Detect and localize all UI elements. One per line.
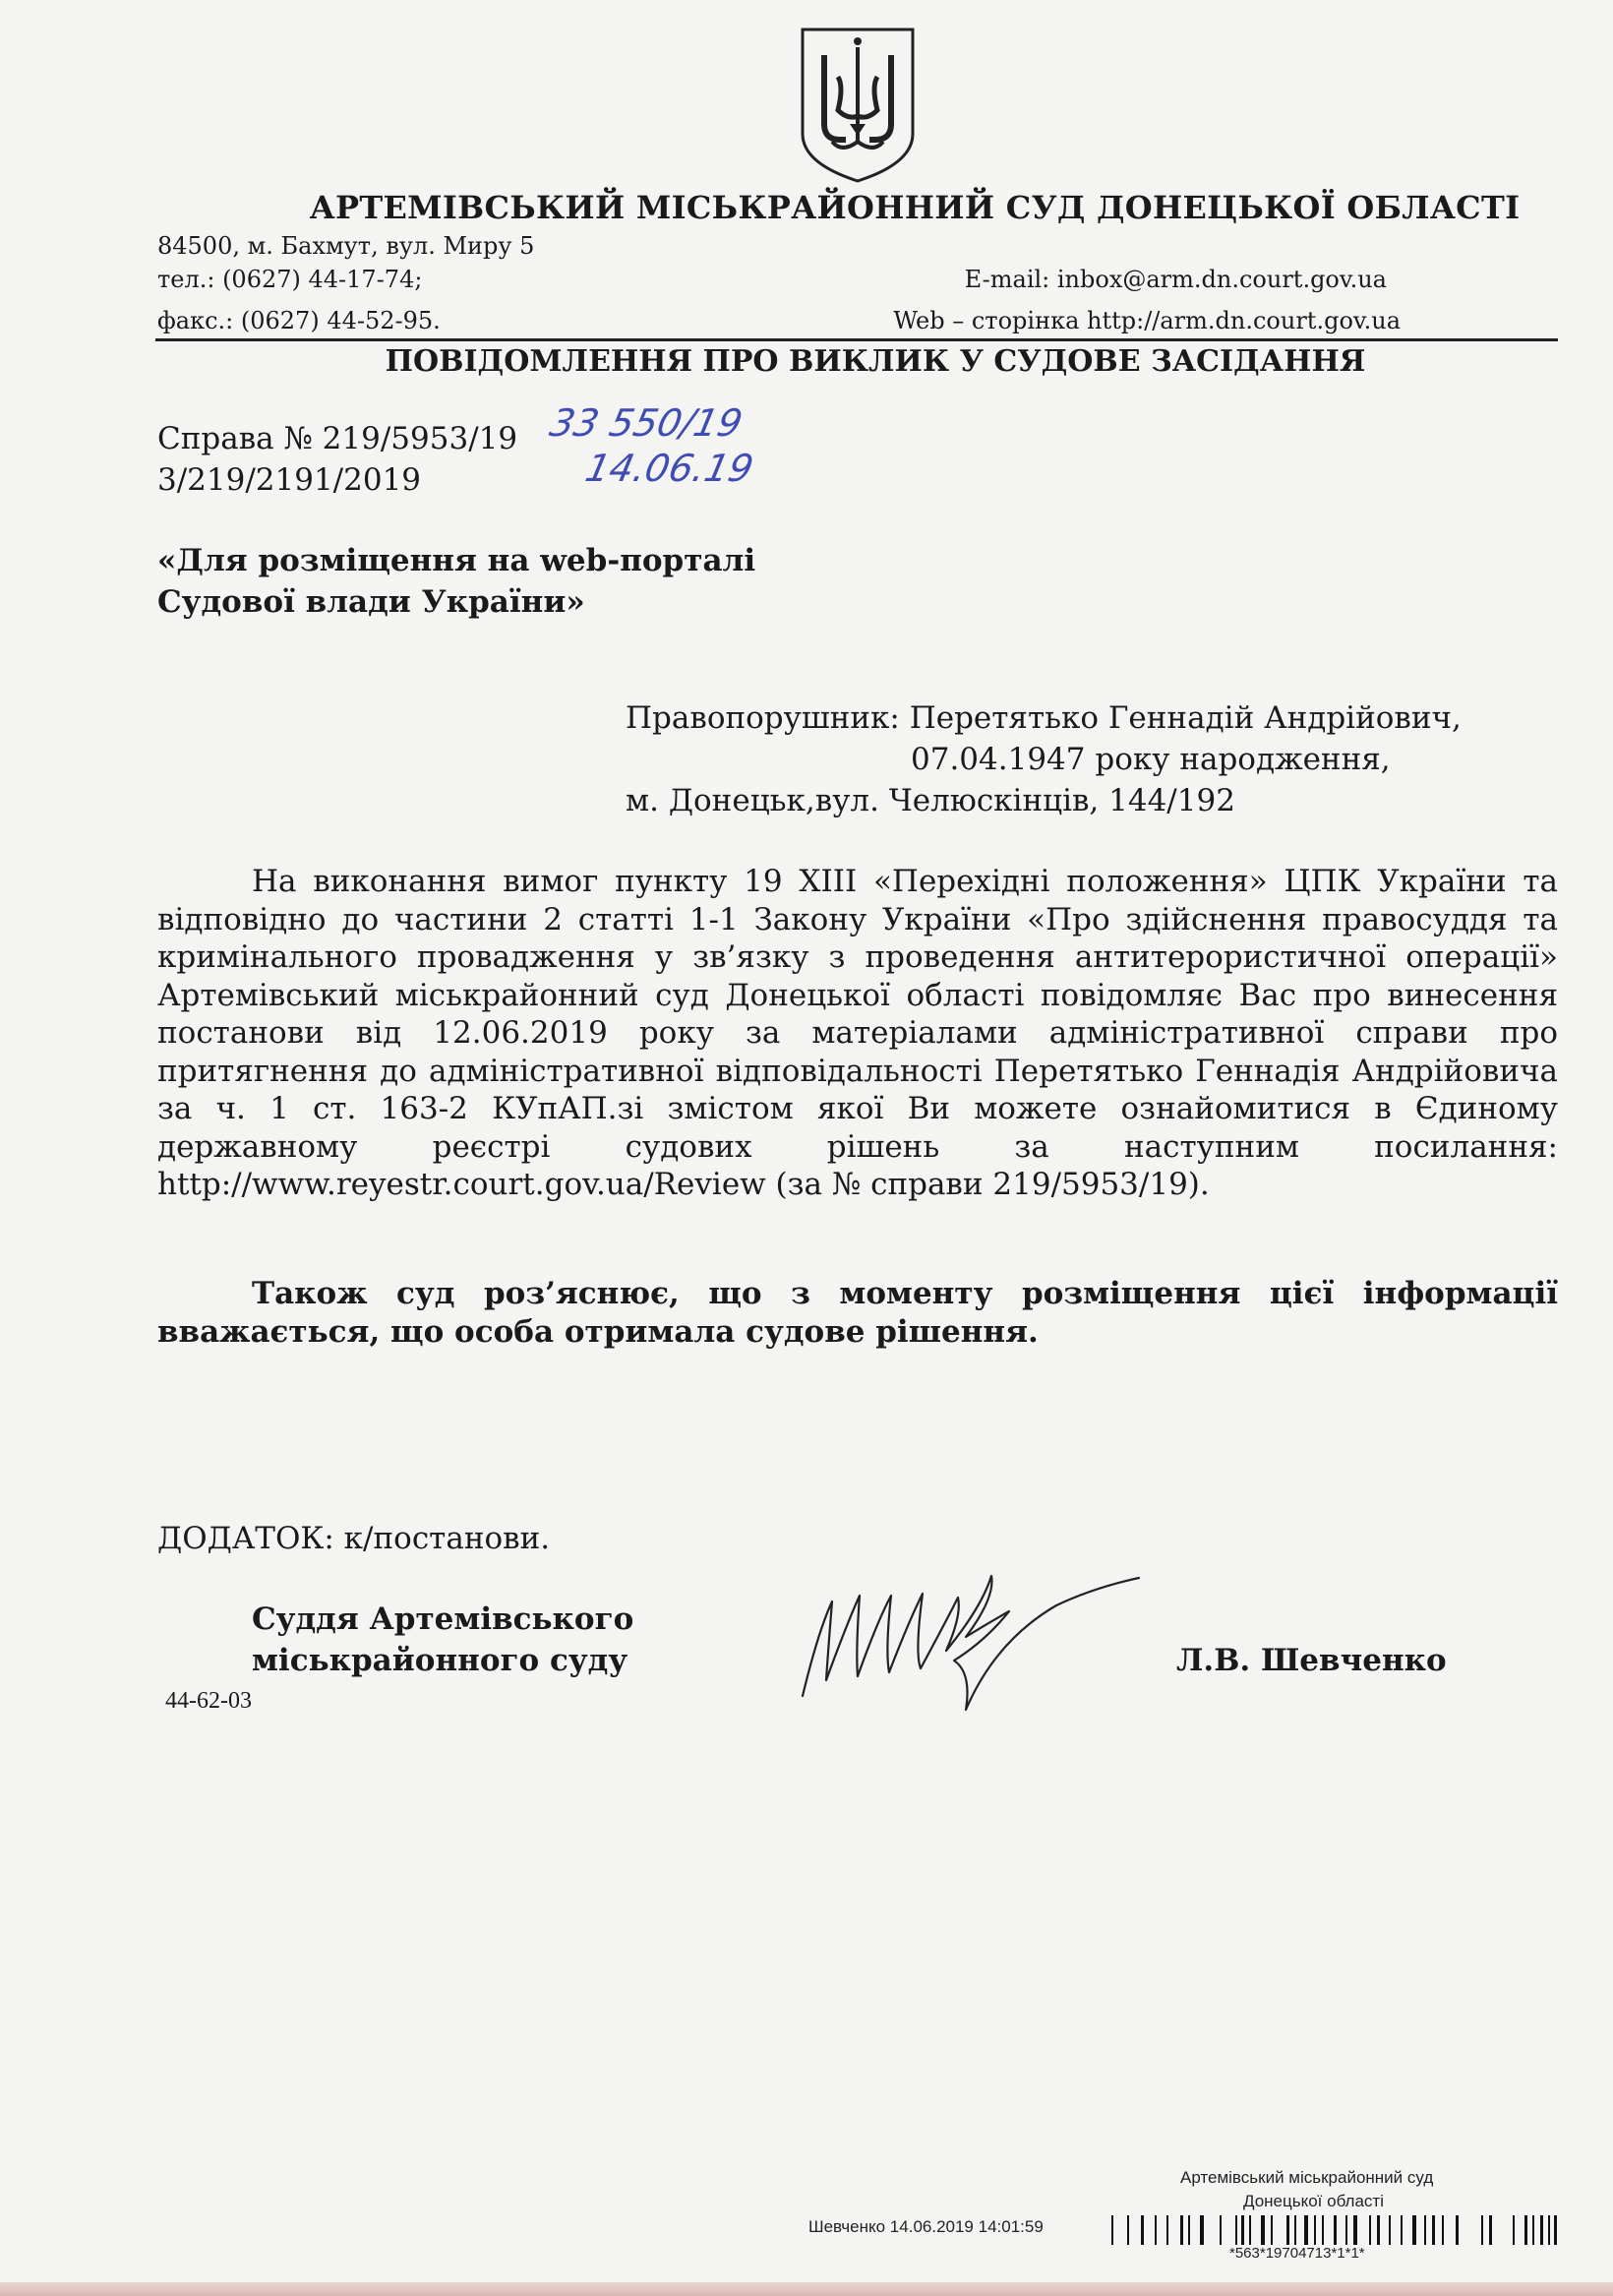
handwritten-registration-number: 33 550/19 [546, 401, 747, 445]
proceeding-number: 3/219/2191/2019 [157, 462, 422, 498]
publication-note-line2: Судової влади України» [157, 584, 585, 620]
court-phone: тел.: (0627) 44-17-74; [157, 266, 423, 293]
page-bottom-edge [0, 2282, 1613, 2296]
court-address: 84500, м. Бахмут, вул. Миру 5 [157, 232, 535, 260]
stamp-region: Донецької області [1243, 2192, 1384, 2210]
stamp-court-name: Артемівський міськрайонний суд [1180, 2168, 1434, 2187]
court-website: Web – сторінка http://arm.dn.court.gov.ua [893, 307, 1401, 334]
clarification-paragraph [157, 1275, 1558, 1351]
offender-birthdate: 07.04.1947 року народження, [911, 742, 1391, 777]
handwritten-registration-date: 14.06.19 [581, 447, 757, 490]
handwritten-signature [799, 1562, 1153, 1720]
publication-note-line1: «Для розміщення на web-порталі [157, 543, 756, 578]
barcode [1111, 2215, 1560, 2245]
judge-position-line1: Суддя Артемівського [252, 1601, 634, 1637]
case-number: Справа № 219/5953/19 [157, 421, 518, 456]
clarification-paragraph-text: Також суд роз’яснює, що з моменту розміщення цієї інформації вважається, що особа отримала судове рішення. [157, 1276, 1558, 1350]
offender-name: Правопорушник: Перетятько Геннадій Андрійович, [626, 700, 1462, 736]
barcode-text: *563*19704713*1*1* [1229, 2245, 1365, 2262]
court-fax: факс.: (0627) 44-52-95. [157, 307, 441, 334]
judge-position-line2: міськрайонного суду [252, 1643, 628, 1678]
attachment-note: ДОДАТОК: к/постанови. [157, 1521, 551, 1556]
notification-paragraph [157, 863, 1558, 1204]
judge-name: Л.В. Шевченко [1176, 1643, 1447, 1678]
header-divider [155, 338, 1558, 341]
court-name: АРТЕМІВСЬКИЙ МІСЬКРАЙОННИЙ СУД ДОНЕЦЬКОЇ ОБЛАСТІ [309, 189, 1521, 226]
court-email: E-mail: inbox@arm.dn.court.gov.ua [964, 266, 1387, 293]
judge-phone: 44-62-03 [165, 1688, 252, 1714]
coat-of-arms-icon [799, 26, 917, 185]
signer-timestamp: Шевченко 14.06.2019 14:01:59 [808, 2217, 1044, 2236]
document-title: ПОВІДОМЛЕННЯ ПРО ВИКЛИК У СУДОВЕ ЗАСІДАННЯ [385, 344, 1366, 379]
notification-paragraph-text: На виконання вимог пункту 19 XIII «Перехідні положення» ЦПК України та відповідно до частини 2 статті 1-1 Закону України «Про здійснення правосуддя та кримінального провадження у зв’язку з проведення антитерористичної операції» Артемівський міськрайонний суд Донецької області повідомляє Вас про винесення постанови від 12.06.2019 року за матеріалами адміністративної справи про притягнення до адміністративної відповідальності Перетятько Геннадія Андрійовича за ч. 1 ст. 163-2 КУпАП.зі змістом якої Ви можете ознайомитися в Єдиному державному реєстрі судових рішень за наступним посилання: http://www.reyestr.court.gov.ua/Review (за № справи 219/5953/19). [157, 864, 1558, 1202]
offender-address: м. Донецьк,вул. Челюскінців, 144/192 [626, 783, 1235, 818]
